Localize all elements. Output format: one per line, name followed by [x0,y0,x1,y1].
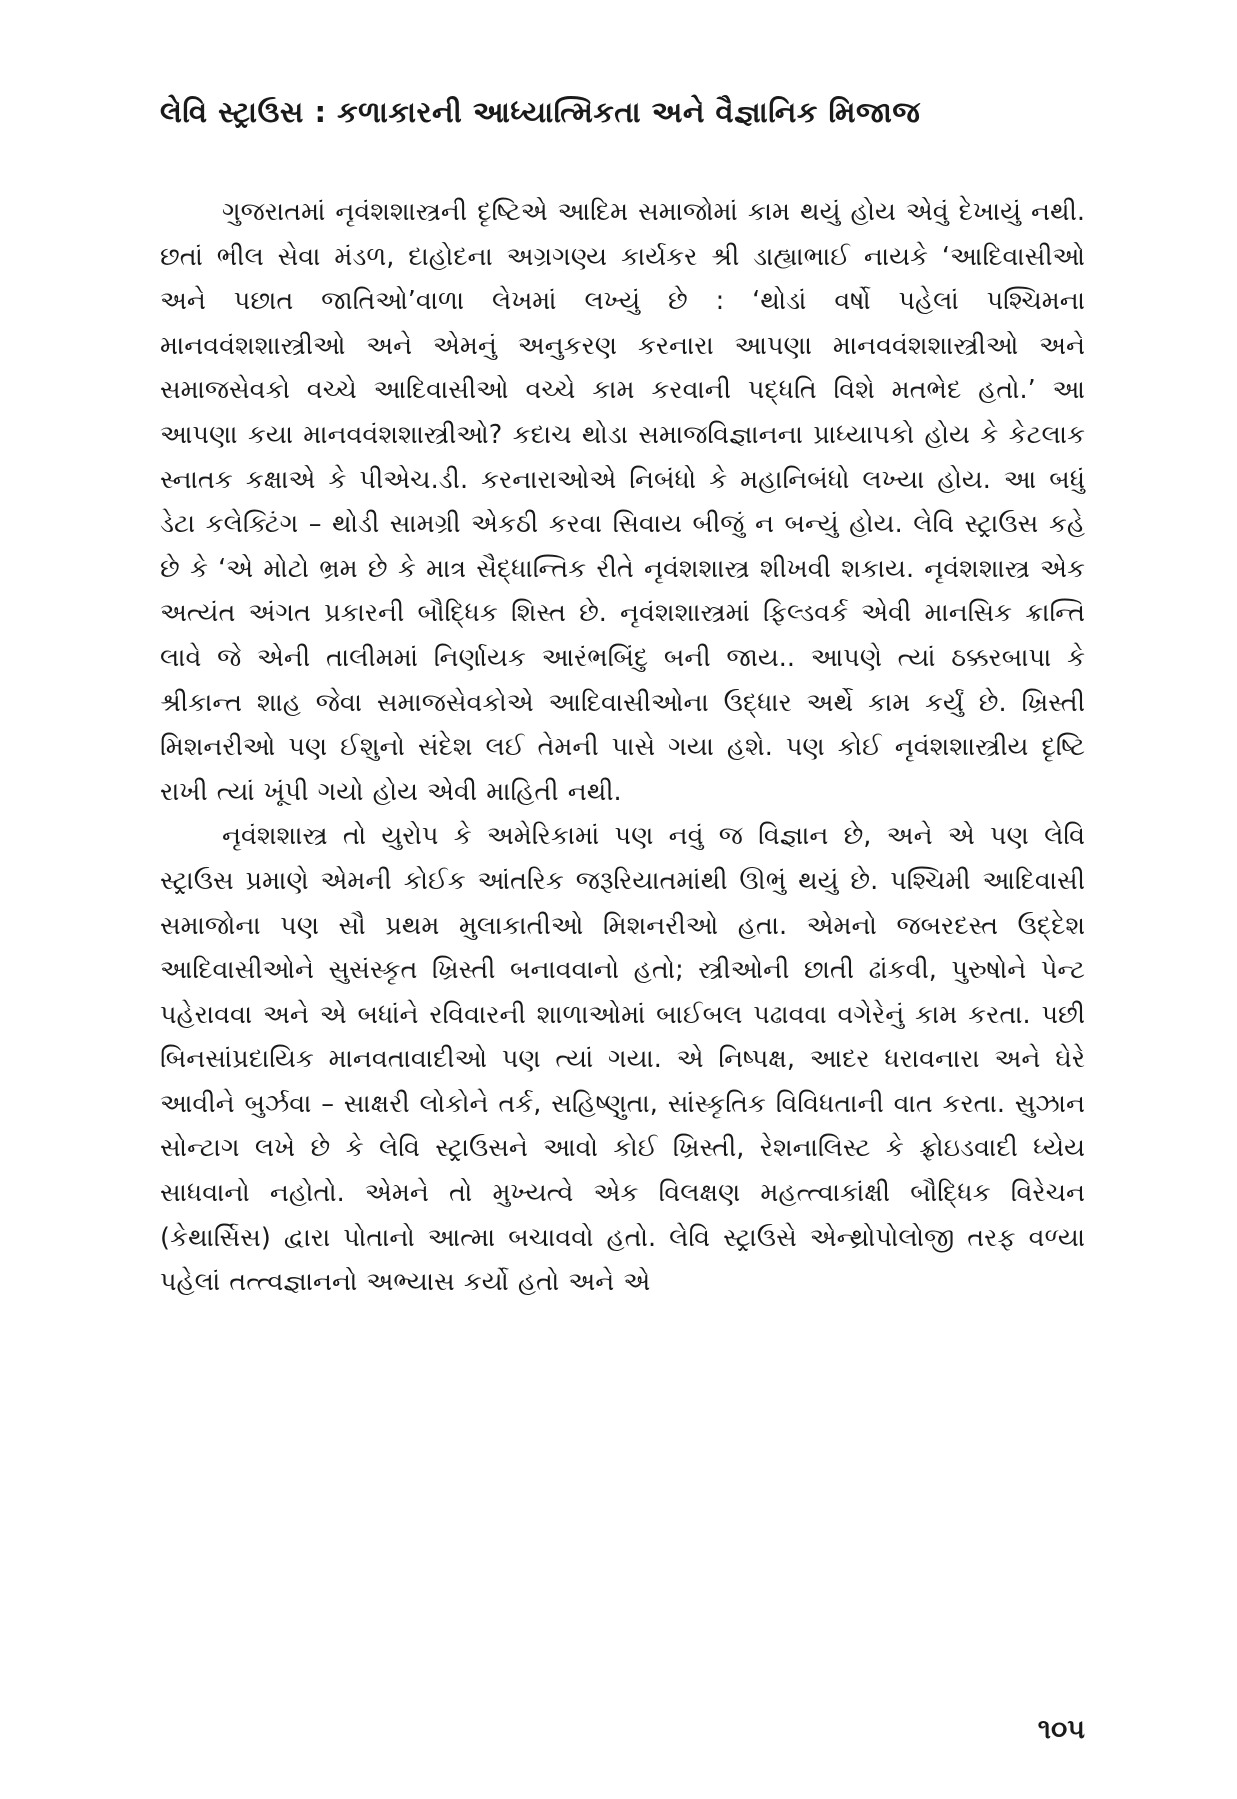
paragraph-2: નૃવંશશાસ્ત્ર તો યુરોપ કે અમેરિકામાં પણ નવું જ વિજ્ઞાન છે, અને એ પણ લેવિ સ્ટ્રાઉસ પ્રમાણે એમની કોઈક આંતરિક જરૂરિયાતમાંથી ઊભું થયું છે. પશ્ચિમી આદિવાસી સમાજોના પણ સૌ પ્રથમ મુલાકાતીઓ મિશનરીઓ હતા. એમનો જબરદસ્ત ઉદ્દેશ આદિવાસીઓને સુસંસ્કૃત ખ્રિસ્તી બનાવવાનો હતો; સ્ત્રીઓની છાતી ઢાંકવી, પુરુષોને પેન્ટ પહેરાવવા અને એ બધાંને રવિવારની શાળાઓમાં બાઈબલ પઢાવવા વગેરેનું કામ કરતા. પછી બિનસાંપ્રદાયિક માનવતાવાદીઓ પણ ત્યાં ગયા. એ નિષ્પક્ષ, આદર ધરાવનારા અને ઘેરે આવીને બુર્ઝવા – સાક્ષરી લોકોને તર્ક, સહિષ્ણુતા, સાંસ્કૃતિક વિવિધતાની વાત કરતા. સુઝાન સોન્ટાગ લખે છે કે લેવિ સ્ટ્રાઉસને આવો કોઈ ખ્રિસ્તી, રેશનાલિસ્ટ કે ફ્રોઇડવાદી ધ્યેય સાધવાનો નહોતો. એમને તો મુખ્યત્વે એક વિલક્ષણ મહત્ત્વાકાંક્ષી બૌદ્ધિક વિરેચન (કેથાર્સિસ) દ્વારા પોતાનો આત્મા બચાવવો હતો. લેવિ સ્ટ્રાઉસે એન્થ્રોપોલોજી તરફ વળ્યા પહેલાં તત્ત્વજ્ઞાનનો અભ્યાસ કર્યો હતો અને એ [160,821,1085,1298]
page-number: ૧૦૫ [1037,1714,1085,1745]
body-text [160,190,1085,1305]
running-head: લેવિ સ્ટ્રાઉસ : કળાકારની આધ્યાત્મિકતા અને વૈજ્ઞાનિક મિજાજ [160,95,921,129]
paragraph-1: ગુજરાતમાં નૃવંશશાસ્ત્રની દૃષ્ટિએ આદિમ સમાજોમાં કામ થયું હોય એવું દેખાયું નથી. છતાં ભીલ સેવા મંડળ, દાહોદના અગ્રગણ્ય કાર્યકર શ્રી ડાહ્યાભાઈ નાયકે ‘આદિવાસીઓ અને પછાત જાતિઓ’વાળા લેખમાં લખ્યું છે : ‘થોડાં વર્ષો પહેલાં પશ્ચિમના માનવવંશશાસ્ત્રીઓ અને એમનું અનુકરણ કરનારા આપણા માનવવંશશાસ્ત્રીઓ અને સમાજસેવકો વચ્ચે આદિવાસીઓ વચ્ચે કામ કરવાની પદ્ધતિ વિશે મતભેદ હતો.’ આ આપણા કયા માનવવંશશાસ્ત્રીઓ? કદાચ થોડા સમાજવિજ્ઞાનના પ્રાધ્યાપકો હોય કે કેટલાક સ્નાતક કક્ષાએ કે પીએચ.ડી. કરનારાઓએ નિબંધો કે મહાનિબંધો લખ્યા હોય. આ બધું ડેટા કલેક્ટિંગ – થોડી સામગ્રી એકઠી કરવા સિવાય બીજું ન બન્યું હોય. લેવિ સ્ટ્રાઉસ કહે છે કે ‘એ મોટો ભ્રમ છે કે માત્ર સૈદ્ધાન્તિક રીતે નૃવંશશાસ્ત્ર શીખવી શકાય. નૃવંશશાસ્ત્ર એક અત્યંત અંગત પ્રકારની બૌદ્ધિક શિસ્ત છે. નૃવંશશાસ્ત્રમાં ફિલ્ડવર્ક એવી માનસિક ક્રાન્તિ લાવે જે એની તાલીમમાં નિર્ણાયક આરંભબિંદુ બની જાય.. આપણે ત્યાં ઠક્કરબાપા કે શ્રીકાન્ત શાહ જેવા સમાજસેવકોએ આદિવાસીઓના ઉદ્ધાર અર્થે કામ કર્યું છે. ખ્રિસ્તી મિશનરીઓ પણ ઈશુનો સંદેશ લઈ તેમની પાસે ગયા હશે. પણ કોઈ નૃવંશશાસ્ત્રીય દૃષ્ટિ રાખી ત્યાં ખૂંપી ગયો હોય એવી માહિતી નથી. [160,197,1085,807]
